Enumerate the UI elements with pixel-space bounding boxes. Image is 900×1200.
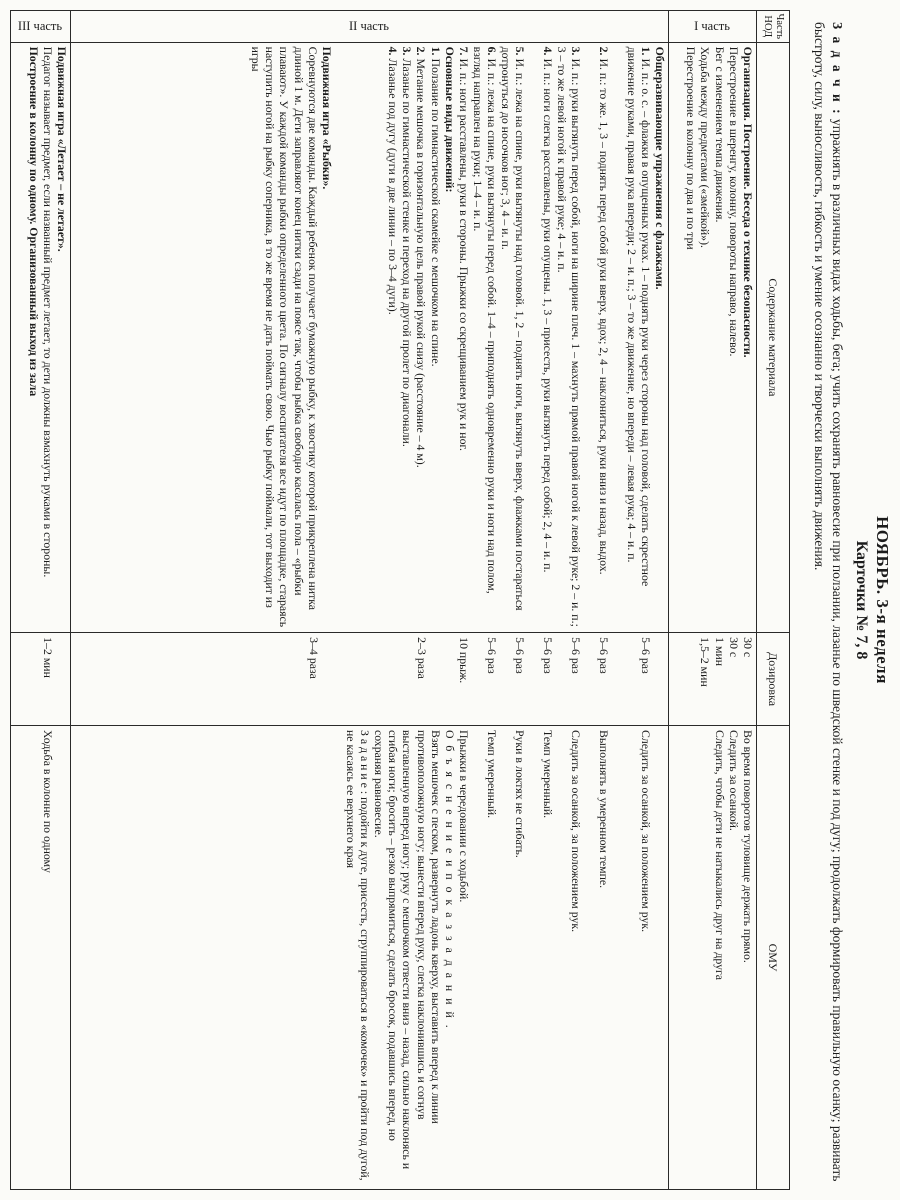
part1-omu (669, 725, 757, 1189)
part2-omu (71, 725, 669, 1189)
part2-label: II часть (349, 19, 390, 34)
part1-line: Ходьба между предметами («змейкой»). (698, 46, 713, 248)
dose-value: 5–6 раз (513, 637, 527, 674)
part1-label: I часть (694, 19, 731, 34)
header-part: Часть НОД (757, 11, 790, 43)
tasks-text: упражнять в различных видах ходьбы, бега; учить сохранять равновесие при ползании, лазанье по шведской стенке и под дугу; продолжать формировать правильную осанку; развивать быстроту, силу, выносливость, гибкость и умение осознанно и творчески выполнять движения. (812, 22, 845, 1182)
omu-line: Следить, чтобы дети не натыкались друг на друга (712, 729, 727, 981)
game2-text: Педагог называет предмет, если названный предмет летает, то дети должны взмахнуть руками в стороны. (40, 46, 55, 578)
ory-item: 4. И. п.: ноги слегка расставлены, руки опущены. 1, 3 – присесть, руки вытянуть перед собой; 2, 4 – и. п. (540, 46, 555, 573)
dose-value: 5–6 раз (569, 637, 583, 674)
omu-line: Руки в локтях не сгибать. (513, 729, 527, 858)
table-row-part2 (71, 11, 669, 1190)
game-title: Подвижная игра «Рыбки». (319, 46, 334, 190)
ory-item: 3. И. п.: руки вытянуть перед собой, ноги на ширине плеч. 1 – махнуть прямой правой ногой к левой руке; 2 – и. п.; 3 – то же левой ногой к правой руке; 4 – и. п. (554, 46, 583, 627)
part2-cell (71, 11, 669, 43)
main-movements-title: Основные виды движений: (442, 46, 457, 193)
omu-line: Во время поворотов туловище держать прямо. (741, 729, 755, 963)
ory-item: 5. И. п.: лежа на спине, руки вытянуты над головой. 1, 2 – поднять ноги, вытянуть вверх, флажками постараться дотронуться до носочков ног; 3, 4 – и. п. (498, 46, 527, 611)
part1-cell (669, 11, 757, 43)
omu-explanation-header: О б ъ я с н е н и е и п о к а з з а д а н и й . (443, 729, 457, 1030)
page-title: НОЯБРЬ. 3-я неделя (873, 516, 892, 684)
dose-value: 30 с (726, 637, 741, 658)
dose-value: 2–3 раза (415, 637, 429, 679)
omu-line: Темп умеренный. (541, 729, 555, 819)
part1-dose (669, 633, 757, 726)
ory-title: Общеразвивающие упражнения с флажками. (653, 46, 667, 290)
main-item: 2. Метание мешочка в горизонтальную цель правой рукой снизу (расстояние – 4 м). (414, 46, 429, 468)
tasks-paragraph (810, 22, 846, 1187)
part3-dose (11, 633, 71, 726)
table-row-part3 (11, 11, 71, 1190)
part2-dose (71, 633, 669, 726)
lesson-plan-table (10, 10, 790, 1190)
main-item: 3. Лазанье по гимнастической стенке и переход на другой пролет по диагонали. (400, 46, 415, 447)
game-text: Соревнуются две команды. Каждый ребенок получает бумажную рыбку, к хвостику которой прикреплена нитка длиной 1 м. Дети заправляют конец нитки сзади на поясе так, чтобы рыбка свободно касалась пола – «рыбки плавают». У каждой команды рыбки определенного цвета. По сигналу воспитателя все идут по площадке, стараясь наступить ногой на рыбку соперника, в то же время не дать поймать свою. Чью рыбку поймали, тот выходит из игры (248, 46, 320, 628)
omu-line: Ходьба в колонне по одному (41, 729, 55, 873)
omu-line: Темп умеренный. (485, 729, 499, 819)
part3-label: III часть (18, 19, 63, 34)
part1-line: Бег с изменением темпа движения. (712, 46, 727, 223)
omu-line: Выполнять в умеренном темпе. (597, 729, 611, 889)
part1-line: Перестроение в шеренгу, колонну, повороты направо, налево. (726, 46, 741, 357)
omu-line: Следить за осанкой, за положением рук. (639, 729, 653, 933)
omu-line: Следить за осанкой. (726, 729, 741, 831)
omu-task: З а д а н и е : подойти к дуге, присесть, сгруппироваться в «комочек» и пройти под дугой, не касаясь ее верхнего края (343, 729, 372, 1181)
dose-value: 5–6 раз (541, 637, 555, 674)
part3-omu (11, 725, 71, 1189)
part3-content (11, 42, 71, 633)
dose-value: 5–6 раз (639, 637, 653, 674)
tasks-label: З а д а ч и : (830, 22, 845, 116)
dose-value: 3–4 раза (307, 637, 321, 679)
ory-item: 6. И. п.: лежа на спине, руки вытянуты перед собой. 1–4 – приподнять одновременно руки и ноги над полом, взгляд направлен на руки; 1–4 – и. п. (470, 46, 499, 594)
table-row-part1 (669, 11, 757, 1190)
dose-value: 1–2 мин (41, 637, 55, 678)
part1-content (669, 42, 757, 633)
omu-line: Следить за осанкой, за положением рук. (569, 729, 583, 933)
dose-value: 5–6 раз (597, 637, 611, 674)
main-item: 4. Лазанье под дугу (дуги в две линии – по 3–4 дуги). (385, 46, 400, 315)
omu-line: Прыжки в чередовании с ходьбой. (457, 729, 471, 903)
header-omu: ОМУ (757, 725, 790, 1189)
header-dose: Дозировка (757, 633, 790, 726)
game2-title: Подвижная игра «Летает – не летает». (55, 46, 69, 252)
dose-value: 5–6 раз (485, 637, 499, 674)
table-header-row (757, 11, 790, 1190)
dose-value: 30 с (741, 637, 755, 658)
dose-value: 1,5–2 мин (698, 637, 713, 687)
dose-value: 10 прыж. (457, 637, 471, 684)
main-item: 1. Ползание по гимнастической скамейке с мешочком на спине. (428, 46, 443, 367)
ory-item: 1. И. п.: о. с. – флажки в опущенных руках. 1 – поднять руки через стороны над головой, сделать скрестное движение руками, правая рука впереди; 2 – и. п.; 3 – то же движение, но впереди – левая рука; 4 – и. п. (624, 46, 653, 587)
part1-line: Перестроение в колонну по два и по три (684, 46, 699, 250)
ory-item: 2. И. п.: то же. 1, 3 – поднять перед собой руки вверх, вдох; 2, 4 – наклониться, руки вниз и назад, выдох. (596, 46, 611, 575)
part2-content (71, 42, 669, 633)
header-content: Содержание материала (757, 42, 790, 633)
page-subtitle: Карточки № 7, 8 (853, 540, 870, 660)
part3-cell (11, 11, 71, 43)
page-header (790, 0, 900, 1200)
final-line: Построение в колонну по одному. Организованный выход из зала (26, 46, 41, 397)
ory-item: 7. И. п.: ноги расставлены, руки в стороны. Прыжки со скрещиванием рук и ног. (456, 46, 471, 451)
omu-explanation: Взять мешочек с песком, развернуть ладонь кверху, выставить вперед к линии противоположную ногу; вынести вперед руку, слегка наклонившись и согнув выставленную вперед ногу; руку с мешочком отвести вниз – назад, сильно наклонясь и сгибая ноги; бросить – резко выпрямиться, сделать бросок, подавшись вперед, но сохраняя равновесие. (371, 729, 443, 1170)
part1-line: Организация. Построение. Беседа о технике безопасности. (741, 46, 755, 358)
dose-value: 1 мин (712, 637, 727, 667)
